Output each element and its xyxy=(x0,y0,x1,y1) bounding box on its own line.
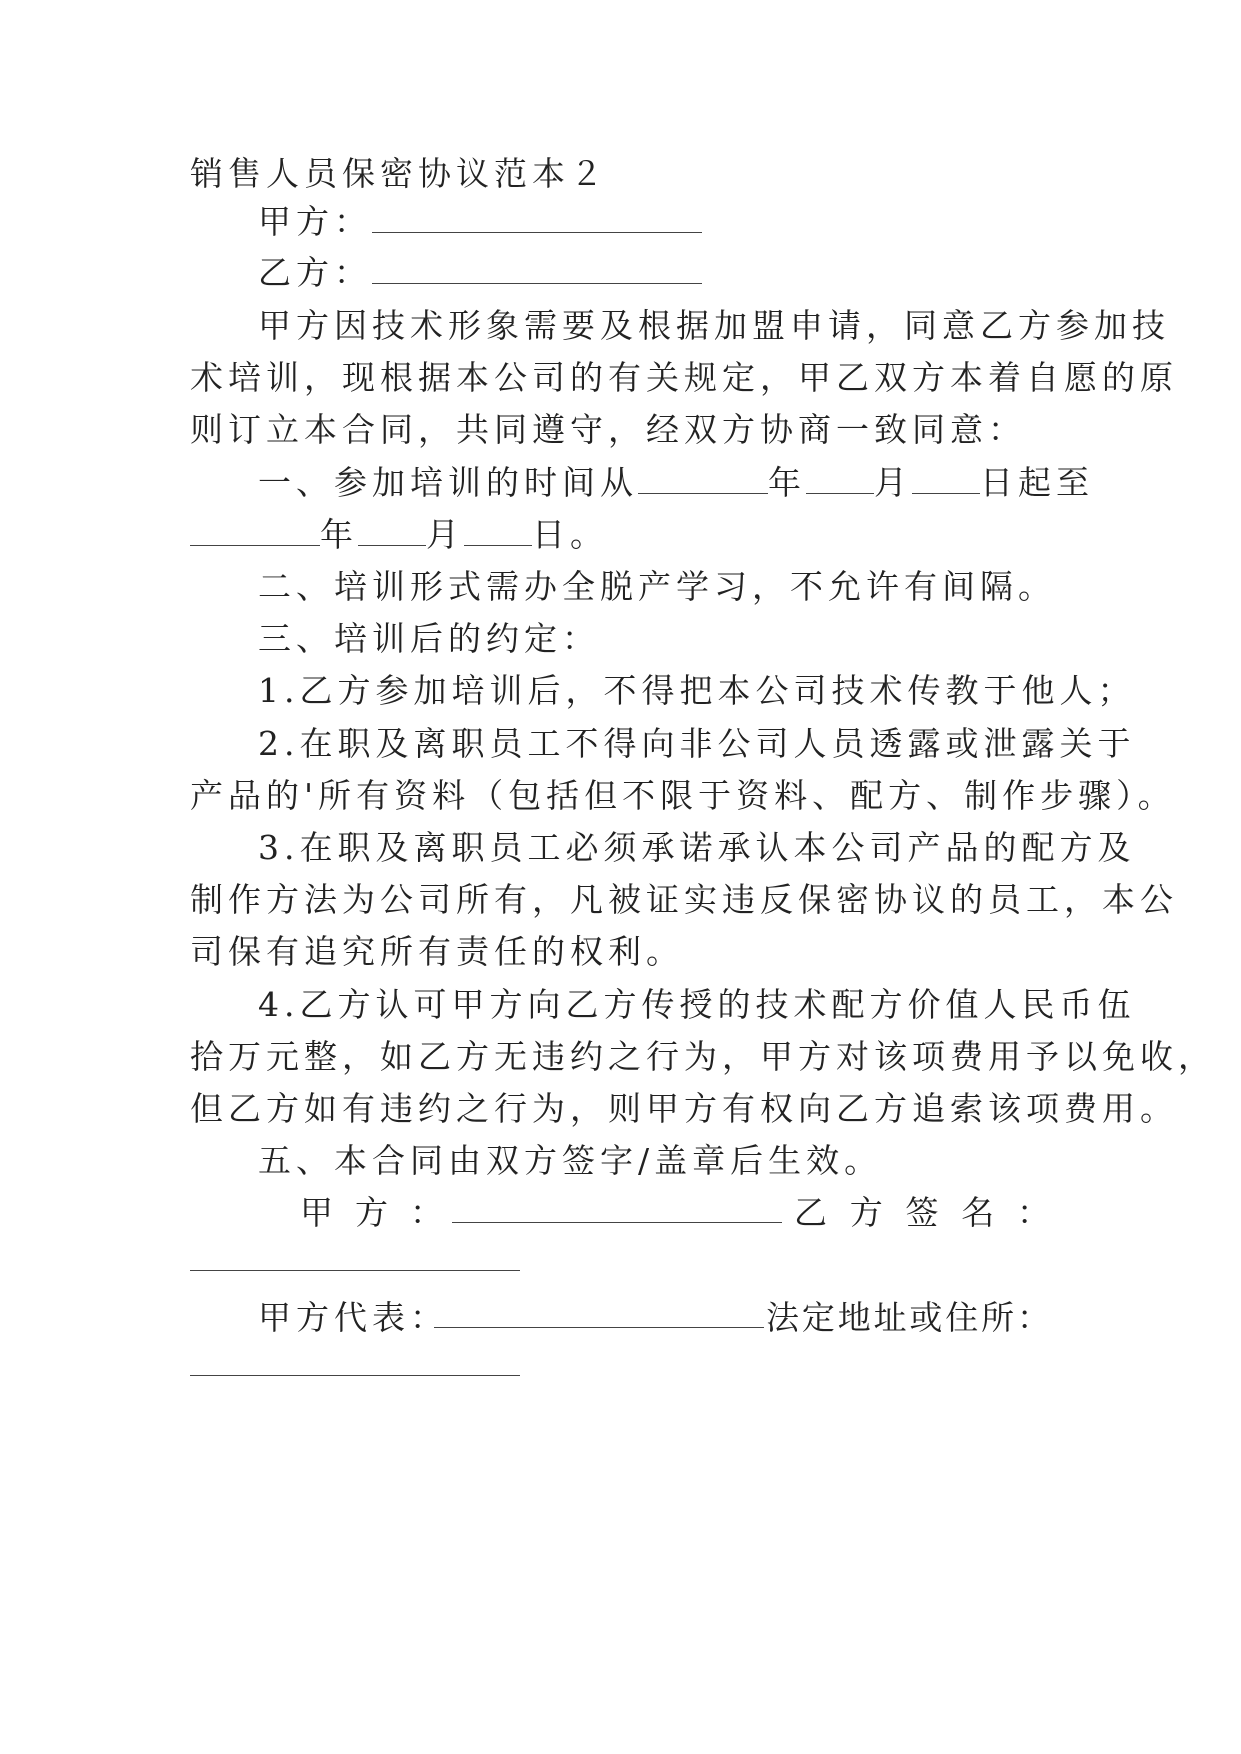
clause-1-line-1 xyxy=(258,463,1094,502)
party-a-label: 甲方： xyxy=(258,202,372,241)
item-3-line-3: 司保有追究所有责任的权利。 xyxy=(190,932,684,971)
clause-1-line-2 xyxy=(190,515,1050,554)
clause-1-day-end: 日。 xyxy=(532,515,608,554)
intro-line-2: 术培训，现根据本公司的有关规定，甲乙双方本着自愿的原 xyxy=(190,358,1178,397)
start-month-blank xyxy=(806,467,874,494)
intro-line-1: 甲方因技术形象需要及根据加盟申请，同意乙方参加技 xyxy=(258,306,1170,345)
party-b-line xyxy=(258,253,1050,292)
sig-rep-label: 甲方代表： xyxy=(258,1298,448,1337)
item-2-line-1: 2.在职及离职员工不得向非公司人员透露或泄露关于 xyxy=(258,724,1136,763)
party-b-label: 乙方： xyxy=(258,253,372,292)
clause-2: 二、培训形式需办全脱产学习，不允许有间隔。 xyxy=(258,567,1056,606)
clause-1-year: 年 xyxy=(768,463,806,502)
document-title: 销售人员保密协议范本２ xyxy=(190,154,608,193)
end-month-blank xyxy=(358,519,426,546)
party-a-blank xyxy=(372,206,702,233)
intro-line-3: 则订立本合同，共同遵守，经双方协商一致同意： xyxy=(190,410,1026,449)
sig-address-label: 法定地址或住所： xyxy=(766,1298,1050,1337)
item-1: 1.乙方参加培训后，不得把本公司技术传教于他人； xyxy=(258,671,1136,710)
clause-1-prefix: 一、参加培训的时间从 xyxy=(258,463,638,502)
item-4-line-2: 拾万元整，如乙方无违约之行为，甲方对该项费用予以免收， xyxy=(190,1037,1216,1076)
sig-party-a-blank xyxy=(452,1222,782,1223)
clause-1-year-end: 年 xyxy=(320,515,358,554)
clause-1-day-from: 日起至 xyxy=(980,463,1094,502)
start-day-blank xyxy=(912,467,980,494)
sig-party-b-label: 乙方签名： xyxy=(794,1193,1050,1232)
clause-1-month-end: 月 xyxy=(426,515,464,554)
party-a-line xyxy=(258,202,1050,241)
clause-1-month: 月 xyxy=(874,463,912,502)
party-b-blank xyxy=(372,257,702,284)
sig-party-b-blank xyxy=(190,1270,520,1271)
end-day-blank xyxy=(464,519,532,546)
clause-3: 三、培训后的约定： xyxy=(258,619,600,658)
sig-party-a-label: 甲方： xyxy=(300,1193,465,1232)
item-3-line-1: 3.在职及离职员工必须承诺承认本公司产品的配方及 xyxy=(258,828,1136,867)
item-2-line-2: 产品的'所有资料（包括但不限于资料、配方、制作步骤）。 xyxy=(190,776,1176,815)
item-4-line-3: 但乙方如有违约之行为，则甲方有权向乙方追索该项费用。 xyxy=(190,1089,1178,1128)
sig-address-blank xyxy=(190,1375,520,1376)
clause-5: 五、本合同由双方签字/盖章后生效。 xyxy=(258,1141,883,1180)
item-3-line-2: 制作方法为公司所有，凡被证实违反保密协议的员工，本公 xyxy=(190,880,1178,919)
sig-rep-blank xyxy=(434,1327,764,1328)
end-year-blank xyxy=(190,519,320,546)
item-4-line-1: 4.乙方认可甲方向乙方传授的技术配方价值人民币伍 xyxy=(258,985,1136,1024)
start-year-blank xyxy=(638,467,768,494)
